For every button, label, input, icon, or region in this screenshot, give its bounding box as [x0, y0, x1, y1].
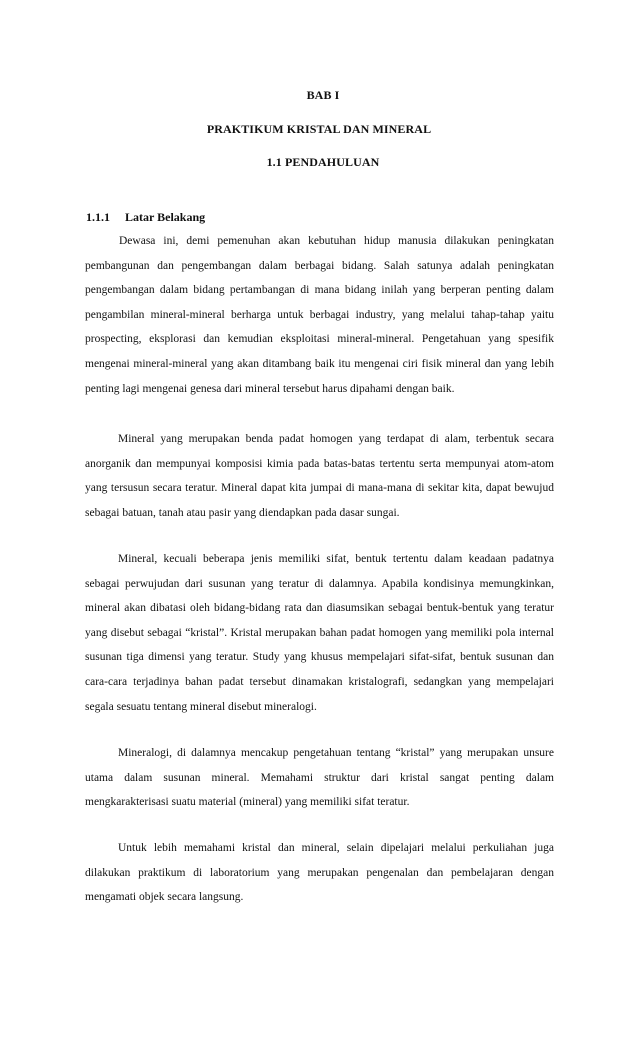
chapter-title: PRAKTIKUM KRISTAL DAN MINERAL [206, 122, 432, 136]
paragraph-5: Untuk lebih memahami kristal dan mineral, selain dipelajari melalui perkuliahan juga dilakukan praktikum di laboratorium yang merupakan pengenalan dan pembelajaran dengan mengamati objek secara langsung. [85, 842, 554, 904]
subsection-heading [86, 210, 205, 225]
subsection-title: Latar Belakang [125, 210, 206, 224]
paragraph-4: Mineralogi, di dalamnya mencakup pengetahuan tentang “kristal” yang merupakan unsure utama dalam susunan mineral. Memahami struktur dari kristal sangat penting dalam mengkarakterisasi suatu material (mineral) yang memiliki sifat teratur. [85, 747, 554, 809]
chapter-heading: BAB I [306, 88, 340, 102]
paragraph-1-text: Dewasa ini, demi pemenuhan akan kebutuhan hidup manusia dilakukan peningkatan pembangunan dan pengembangan dalam berbagai bidang. Salah satunya adalah peningkatan pengembangan dalam bidang pertambangan di mana bidang inilah yang berperan penting dalam pengambilan mineral-mineral berharga untuk berbagai industry, yang melalui tahap-tahap yaitu prospecting, eksplorasi dan kemudian eksploitasi mineral-mineral. Pengetahuan yang spesifik mengenai mineral-mineral yang akan ditambang baik itu mengenai ciri fisik mineral dan yang lebih penting lagi mengenai genesa dari mineral tersebut harus dipahami dengan baik. [85, 235, 554, 395]
paragraph-1 [85, 229, 554, 401]
paragraph-2: Mineral yang merupakan benda padat homogen yang terdapat di alam, terbentuk secara anorganik dan mempunyai komposisi kimia pada batas-batas tertentu serta mempunyai atom-atom yang tersusun secara teratur. Mineral dapat kita jumpai di mana-mana di sekitar kita, dapat bewujud sebagai batuan, tanah atau pasir yang diendapkan pada dasar sungai. [85, 433, 554, 519]
paragraph-3: Mineral, kecuali beberapa jenis memiliki sifat, bentuk tertentu dalam keadaan padatnya sebagai perwujudan dari susunan yang teratur di dalamnya. Apabila kondisinya memungkinkan, mineral akan dibatasi oleh bidang-bidang rata dan diasumsikan sebagai bentuk-bentuk yang teratur yang disebut sebagai “kristal”. Kristal merupakan bahan padat homogen yang memiliki pola internal susunan tiga dimensi yang teratur. Study yang khusus mempelajari sifat-sifat, bentuk susunan dan cara-cara terjadinya bahan padat tersebut dinamakan kristalografi, sedangkan yang mempelajari segala sesuatu tentang mineral disebut mineralogi. [85, 553, 554, 713]
section-title: 1.1 PENDAHULUAN [266, 155, 380, 169]
subsection-number: 1.1.1 [86, 210, 110, 224]
